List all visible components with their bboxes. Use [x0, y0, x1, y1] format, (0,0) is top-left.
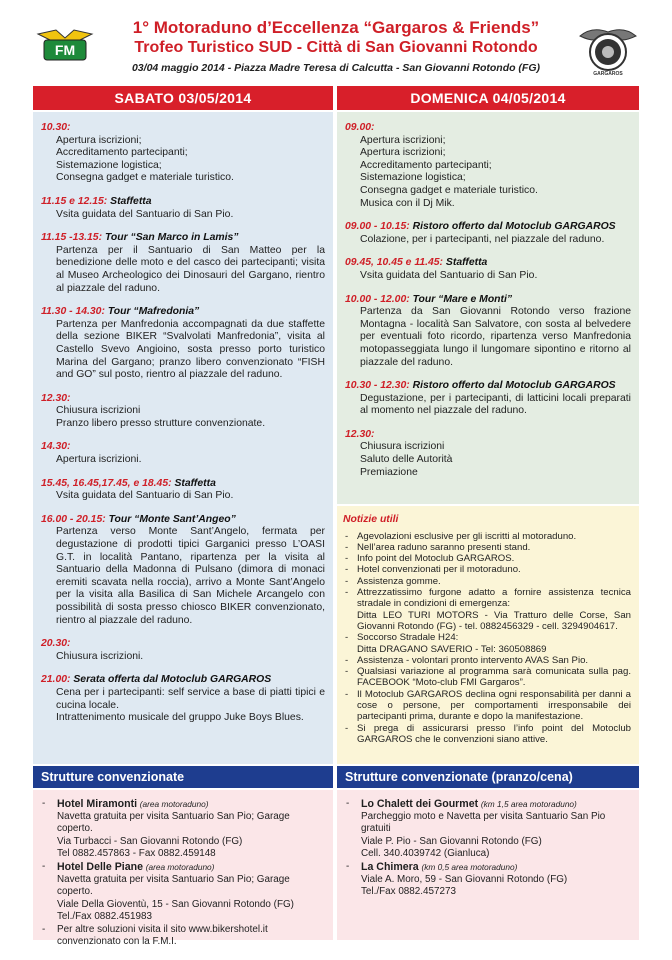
schedule-title: Ristoro offerto dal Motoclub GARGAROS [412, 380, 616, 392]
schedule-item-header [345, 380, 631, 393]
useful-info-text: - Nell’area raduno saranno presenti stand. [357, 541, 531, 553]
schedule-item [41, 674, 325, 724]
schedule-detail-line: Colazione, per i partecipanti, nel piazzale del raduno. [360, 233, 605, 245]
event-subtitle: Trofeo Turistico SUD - Città di San Giovanni Rotondo [134, 39, 538, 56]
partner-name: Hotel Delle Piane [57, 861, 143, 874]
schedule-time: 16.00 - 20.15: [41, 513, 106, 525]
schedule-detail-line: Vsita guidata del Santuario di San Pio. [56, 208, 234, 220]
schedule-details [41, 454, 325, 467]
partner-detail: Tel./Fax 0882.451983 [57, 910, 152, 922]
schedule-detail-line: Consegna gadget e materiale turistico. [56, 172, 234, 184]
schedule-title: Staffetta [174, 477, 216, 489]
partner-note: (km 0,5 area motoraduno) [421, 862, 518, 873]
schedule-detail-line: Degustazione, per i partecipanti, di latticini locali preparati al momento nel piazzale del raduno. [360, 392, 631, 417]
schedule-detail-line: Musica con il Dj Mik. [360, 197, 455, 209]
bullet-dash: - [346, 861, 350, 873]
schedule-detail-line: Partenza per Manfredonia accompagnati da due staffette della sezione BIKER “Svalvolati Manfredonia”, visita al Castello Svevo Angioino, sosta presso porto turistico Marina del Gargano; pranzo libero convenzionato “FISH and GO” sul posto, rientro al piazzale del raduno. [56, 318, 325, 381]
schedule-item-header [345, 257, 631, 270]
schedule-time: 20.30: [41, 638, 71, 650]
schedule-time: 14.30: [41, 441, 71, 453]
partner-detail: Cell. 340.4039742 (Gianluca) [361, 847, 490, 859]
useful-info-item [343, 576, 631, 587]
schedule-detail-line: Apertura iscrizioni; [360, 134, 446, 146]
schedule-details [41, 319, 325, 382]
useful-info-subtext: Ditta LEO TURI MOTORS - Via Tratturo delle Corse, San Giovanni Rotondo (FG) - tel. 0882456329 - cell. 3294904617. [357, 609, 631, 632]
schedule-item-header [345, 294, 631, 307]
schedule-detail-line: Consegna gadget e materiale turistico. [360, 184, 538, 196]
schedule-title: Serata offerta dal Motoclub GARGAROS [73, 674, 272, 686]
schedule-item [41, 196, 325, 221]
schedule-time: 10.00 - 12.00: [345, 293, 410, 305]
schedule-title: Tour “Mafredonia” [107, 306, 200, 318]
schedule-detail-line: Pranzo libero presso strutture convenzionate. [56, 417, 266, 429]
schedule-detail-line: Intrattenimento musicale del gruppo Juke Boys Blues. [56, 712, 304, 724]
useful-info-text: - Qualsiasi variazione al programma sarà comunicata sulla pag. FACEBOOK “Moto-club FMI Gargaros”. [357, 666, 631, 689]
schedule-time: 10.30 - 12.30: [345, 380, 410, 392]
schedule-item-header [41, 232, 325, 245]
useful-info-title: Notizie utili [343, 514, 399, 525]
partner-name: La Chimera [361, 861, 419, 874]
schedule-time: 09.00 - 10.15: [345, 221, 410, 233]
schedule-title: Staffetta [445, 257, 488, 269]
schedule-details [345, 393, 631, 418]
useful-info-item [343, 587, 631, 632]
schedule-title: Ristoro offerto dal Motoclub GARGAROS [412, 221, 616, 233]
schedule-item-header [345, 122, 631, 135]
partner-name-line [57, 861, 325, 874]
schedule-time: 11.15 -13.15: [41, 232, 103, 244]
event-date-location: 03/04 maggio 2014 - Piazza Madre Teresa di Calcutta - San Giovanni Rotondo (FG) [131, 62, 541, 74]
bullet-dash: - [42, 924, 46, 936]
partner-detail: Parcheggio moto e Navetta per visita Santuario San Pio gratuiti [361, 811, 606, 835]
schedule-item [345, 380, 631, 418]
useful-info-subtext: Ditta DRAGANO SAVERIO - Tel: 360508869 [357, 643, 547, 655]
schedule-detail-line: Chiusura iscrizioni. [56, 650, 144, 662]
schedule-item [41, 122, 325, 185]
sunday-heading: DOMENICA 04/05/2014 [337, 86, 639, 110]
schedule-details [345, 234, 631, 247]
partner-detail: Tel./Fax 0882.457273 [361, 886, 456, 898]
useful-info-text: - Il Motoclub GARGAROS declina ogni responsabilità per danni a cose o persone, per comportamenti irresponsabile dei partecipanti prima, durante e dopo la manifestazione. [357, 688, 631, 723]
partner-note: (area motoraduno) [145, 862, 215, 873]
schedule-detail-line: Accreditamento partecipanti; [56, 147, 188, 159]
useful-info-text: - Hotel convenzionati per il motoraduno. [357, 564, 521, 576]
schedule-detail-line: Saluto delle Autorità [360, 454, 453, 466]
useful-info-item [343, 689, 631, 723]
schedule-time: 21.00: [41, 674, 71, 686]
schedule-detail-line: Chiusura iscrizioni [56, 405, 141, 417]
schedule-item-header [41, 638, 325, 651]
schedule-item [41, 232, 325, 295]
schedule-detail-line: Apertura iscrizioni; [56, 134, 142, 146]
saturday-heading: SABATO 03/05/2014 [33, 86, 333, 110]
partner-detail: Per altre soluzioni visita il sito www.bikershotel.it convenzionato con la F.M.I. [57, 924, 268, 948]
schedule-item-header [41, 196, 325, 209]
schedule-item [41, 514, 325, 627]
schedule-item-header [41, 306, 325, 319]
schedule-item-header [41, 478, 325, 491]
useful-info-item [343, 564, 631, 575]
partner-detail: Navetta gratuita per visita Santuario San Pio; Garage coperto. [57, 811, 290, 835]
useful-info-item [343, 655, 631, 666]
schedule-detail-line: Apertura iscrizioni. [56, 454, 142, 466]
partner-structures-heading: Strutture convenzionate [33, 766, 333, 788]
schedule-details [41, 135, 325, 185]
schedule-detail-line: Apertura iscrizioni; [360, 147, 446, 159]
schedule-detail-line: Vsita guidata del Santuario di San Pio. [360, 269, 538, 281]
schedule-item-header [41, 393, 325, 406]
partner-name-line [361, 861, 631, 874]
schedule-item [345, 221, 631, 246]
schedule-title: Tour “Mare e Monti” [412, 293, 513, 305]
schedule-item-header [41, 674, 325, 687]
schedule-item [345, 429, 631, 479]
partner-name-line [361, 798, 631, 811]
schedule-detail-line: Vsita guidata del Santuario di San Pio. [56, 490, 234, 502]
useful-info-text: - Assistenza - volontari pronto intervento AVAS San Pio. [357, 654, 589, 666]
partner-detail: Viale Della Gioventù, 15 - San Giovanni Rotondo (FG) [57, 898, 294, 910]
saturday-schedule [33, 112, 333, 764]
schedule-title: Tour “Monte Sant’Angeo” [108, 513, 236, 525]
useful-info-text: - Soccorso Stradale H24: [357, 632, 459, 644]
schedule-item [41, 441, 325, 466]
schedule-details [41, 245, 325, 295]
partner-note: (area motoraduno) [139, 799, 209, 809]
useful-info-item [343, 531, 631, 542]
partner-item [39, 924, 325, 948]
schedule-item [345, 294, 631, 370]
useful-info-item [343, 553, 631, 564]
schedule-details [41, 490, 325, 503]
schedule-title: Staffetta [110, 195, 152, 207]
gargaros-logo-text: GARGAROS [593, 71, 623, 77]
schedule-detail-line: Partenza verso Monte Sant’Angelo, fermata per degustazione di prodotti tipici Garganici presso L’OASI G.T. in località Pantano, ripartenza per la visita al Santuario della Madonna di Pulsano (dimora di monaci eremiti scavata nella roccia), arrivo a Monte Sant’Angelo per la visita alla Basilica di San Michele Arcangelo con possibilità di sosta presso chiosco BIKER convenzionato, rientro al piazzale del raduno. [56, 526, 325, 626]
schedule-details [345, 270, 631, 283]
schedule-details [345, 306, 631, 369]
schedule-item-header [345, 221, 631, 234]
schedule-detail-line: Accreditamento partecipanti; [360, 159, 492, 171]
schedule-details [345, 135, 631, 211]
schedule-time: 10.30: [41, 122, 71, 133]
partner-detail: Via Turbacci - San Giovanni Rotondo (FG) [57, 835, 243, 847]
event-title: 1° Motoraduno d’Eccellenza “Gargaros & Friends” [132, 18, 540, 37]
partner-detail: Viale A. Moro, 59 - San Giovanni Rotondo (FG) [361, 874, 568, 886]
schedule-detail-line: Partenza da San Giovanni Rotondo verso frazione Montagna - località San Salvatore, con sosta al belvedere per eventuali foto ricordo, ripartenza verso Manfredonia motopasseggiata lungo il lungomare sipontino e ritorno al piazzale del raduno. [360, 306, 631, 368]
bullet-dash: - [346, 798, 350, 809]
schedule-time: 11.30 - 14.30: [41, 306, 105, 318]
schedule-time: 12.30: [345, 428, 375, 440]
schedule-item [41, 638, 325, 663]
partner-name: Lo Chalett dei Gourmet [361, 798, 479, 810]
schedule-detail-line: Sistemazione logistica; [360, 172, 466, 184]
schedule-detail-line: Chiusura iscrizioni [360, 441, 445, 453]
schedule-details [41, 687, 325, 725]
schedule-detail-line: Cena per i partecipanti: self service a base di piatti tipici e cucina locale. [56, 686, 325, 711]
useful-info-text: - Agevolazioni esclusive per gli iscritti al motoraduno. [357, 530, 577, 542]
useful-info-item [343, 632, 631, 655]
partner-item [343, 798, 631, 860]
partner-detail: Navetta gratuita per visita Santuario San Pio; Garage coperto. [57, 874, 290, 898]
schedule-item-header [345, 429, 631, 442]
useful-info-panel [337, 506, 639, 764]
schedule-detail-line: Sistemazione logistica; [56, 159, 162, 171]
schedule-detail-line: Premiazione [360, 466, 418, 478]
schedule-item [345, 122, 631, 210]
schedule-item [345, 257, 631, 282]
schedule-details [41, 405, 325, 430]
schedule-item [41, 478, 325, 503]
useful-info-text: - Info point del Motoclub GARGAROS. [357, 553, 515, 565]
partner-detail: Viale P. Pio - San Giovanni Rotondo (FG) [361, 835, 542, 847]
partner-item [39, 861, 325, 923]
partner-note: (km 1,5 area motoraduno) [480, 799, 577, 809]
schedule-time: 09.45, 10.45 e 11.45: [345, 257, 444, 269]
useful-info-text: - Attrezzatissimo furgone adatto a fornire assistenza tecnica stradale in condizioni di emergenza: [357, 587, 631, 610]
schedule-details [345, 441, 631, 479]
partner-restaurants-panel [337, 790, 639, 940]
sunday-schedule [337, 112, 639, 504]
schedule-item-header [41, 441, 325, 454]
schedule-time: 11.15 e 12.15: [41, 195, 108, 207]
bullet-dash: - [42, 798, 46, 809]
useful-info-text: - Assistenza gomme. [357, 575, 441, 587]
partner-detail: Tel 0882.457863 - Fax 0882.459148 [57, 847, 216, 859]
useful-info-item [343, 542, 631, 553]
schedule-details [41, 209, 325, 222]
schedule-item [41, 306, 325, 382]
partner-name-line [57, 798, 325, 811]
fmi-logo-text: FM [54, 42, 76, 58]
schedule-detail-line: Partenza per il Santuario di San Matteo per la benedizione delle moto e del casco dei partecipanti; visita al Museo Archeologico dei Dinosauri del Gargano, rientro al piazzale del raduno. [56, 244, 325, 294]
schedule-title: Tour “San Marco in Lamis” [104, 232, 239, 244]
useful-info-item [343, 666, 631, 689]
schedule-details [41, 651, 325, 664]
partner-name: Hotel Miramonti [57, 798, 138, 810]
poster-header [0, 0, 672, 80]
partner-item [343, 861, 631, 899]
schedule-time: 09.00: [345, 122, 375, 133]
partner-restaurants-heading: Strutture convenzionate (pranzo/cena) [337, 766, 639, 788]
partner-hotels-panel [33, 790, 333, 948]
schedule-time: 15.45, 16.45,17.45, e 18.45: [41, 477, 172, 489]
schedule-details [41, 526, 325, 627]
schedule-item-header [41, 122, 325, 135]
schedule-item [41, 393, 325, 431]
partner-item [39, 798, 325, 860]
bullet-dash: - [42, 861, 46, 873]
useful-info-list [343, 531, 631, 746]
schedule-time: 12.30: [41, 392, 71, 404]
schedule-item-header [41, 514, 325, 527]
useful-info-text: - Si prega di assicurarsi presso l’info point del Motoclub GARGAROS che le convenzioni siano attive. [357, 722, 631, 745]
useful-info-item [343, 723, 631, 746]
